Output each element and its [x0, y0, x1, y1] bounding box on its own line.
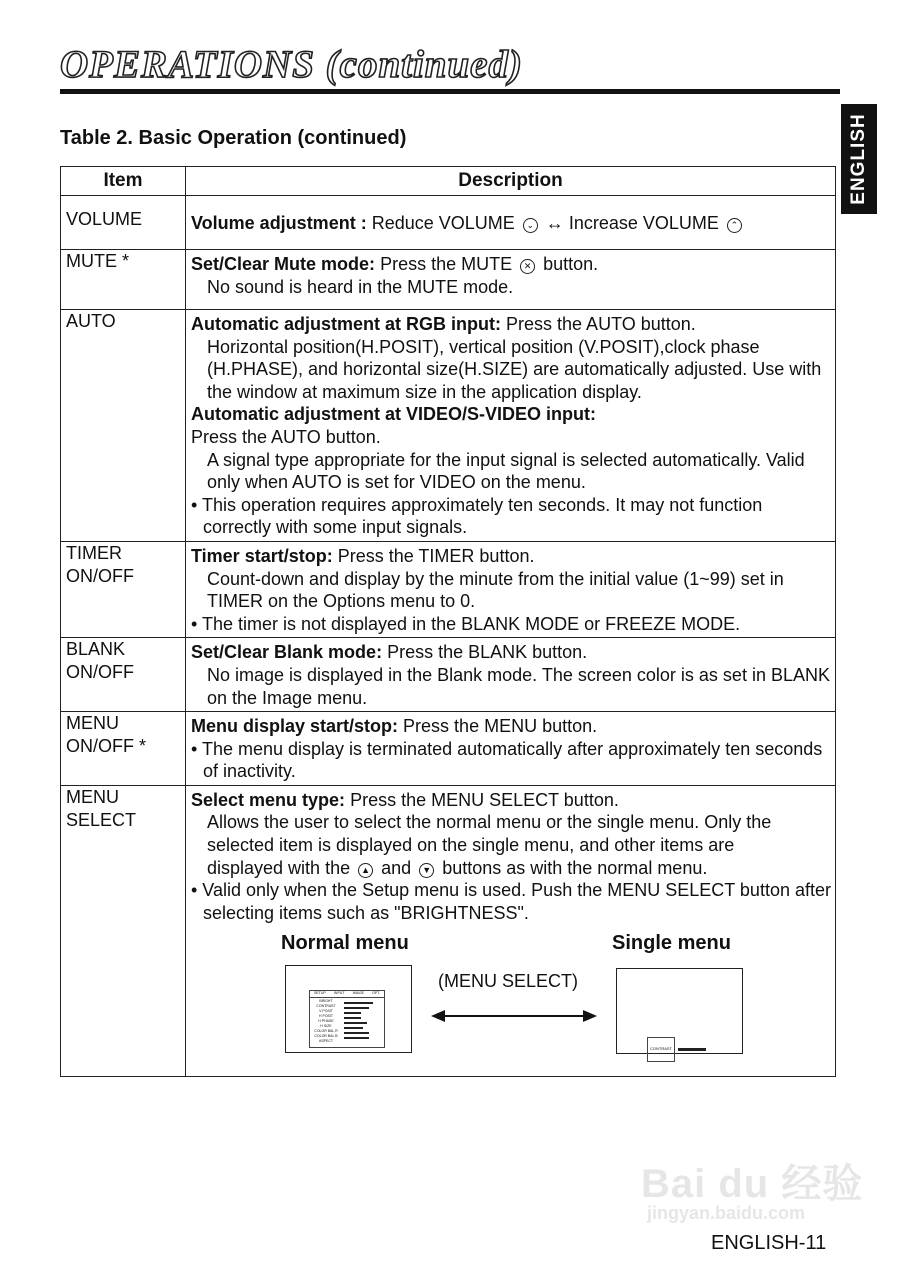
single-menu-screen — [616, 968, 743, 1054]
watermark: Bai du 经验 jingyan.baidu.com — [641, 1162, 864, 1223]
double-arrow-icon: ↔ — [545, 212, 564, 233]
desc-mute: Set/Clear Mute mode: Press the MUTE ✕ button. No sound is heard in the MUTE mode. — [186, 250, 836, 310]
single-menu-item: CONTRAST — [647, 1037, 706, 1062]
down-arrow-icon: ▼ — [419, 863, 434, 878]
desc-timer: Timer start/stop: Press the TIMER button. Count-down and display by the minute from the initial value (1~99) set in TIMER on the Options menu to 0. • The timer is not displayed in the BLANK MODE or FREEZE MODE. — [186, 541, 836, 637]
volume-down-icon: ⌄ — [523, 218, 538, 233]
normal-menu-label: Normal menu — [281, 932, 409, 955]
menu-select-arrow-icon — [431, 1009, 597, 1023]
row-menu — [61, 712, 836, 786]
desc-menu-select: Select menu type: Press the MENU SELECT button. Allows the user to select the normal menu or the single menu. Only the selected item is displayed on the single menu, and other items are displayed with the ▲ and ▼ buttons as with the normal menu. • Valid only when the Setup menu is used. Push the MENU SELECT button after selecting items such as "BRIGHTNESS". Normal menu Single menu (MENU SELECT) SETUP INPUT IMAGE OPT. BRIGHT CONTRAST V POSIT H POSIT H PHASE H SIZE COLOR BAL R COLOR BAL B ASPECT CONTRAST — [186, 785, 836, 1077]
mute-icon: ✕ — [520, 259, 535, 274]
desc-auto: Automatic adjustment at RGB input: Press the AUTO button. Horizontal position(H.POSIT), vertical position (V.POSIT),clock phase (H.PHASE), and horizontal size(H.SIZE) are automatically adjusted. Use with the window at maximum size in the application display. Automatic adjustment at VIDEO/S-VIDEO input: Press the AUTO button. A signal type appropriate for the input signal is selected automatically. Valid only when AUTO is set for VIDEO on the menu. • This operation requires approximately ten seconds. It may not function correctly with some input signals. — [186, 310, 836, 542]
col-desc-header: Description — [186, 167, 836, 196]
page-number: ENGLISH-11 — [711, 1232, 827, 1254]
row-auto — [61, 310, 836, 542]
row-mute — [61, 250, 836, 310]
table-caption: Table 2. Basic Operation (continued) — [60, 127, 407, 149]
row-blank — [61, 638, 836, 712]
title-rule — [60, 89, 840, 94]
operations-table — [60, 166, 836, 1077]
row-timer — [61, 541, 836, 637]
item-blank: BLANK ON/OFF — [61, 638, 186, 712]
single-menu-label: Single menu — [612, 932, 731, 955]
row-menu-select — [61, 785, 836, 1077]
up-arrow-icon: ▲ — [358, 863, 373, 878]
row-volume — [61, 196, 836, 250]
item-menu-select: MENU SELECT — [61, 785, 186, 1077]
item-auto: AUTO — [61, 310, 186, 542]
item-volume: VOLUME — [61, 196, 186, 250]
item-mute: MUTE * — [61, 250, 186, 310]
desc-menu: Menu display start/stop: Press the MENU button. • The menu display is terminated automatically after approximately ten seconds of inactivity. — [186, 712, 836, 786]
item-menu: MENU ON/OFF * — [61, 712, 186, 786]
menu-select-diagram — [191, 924, 831, 1074]
normal-menu-screen — [285, 965, 412, 1053]
col-item-header: Item — [61, 167, 186, 196]
language-tab — [841, 104, 877, 214]
item-timer: TIMER ON/OFF — [61, 541, 186, 637]
volume-up-icon: ⌃ — [727, 218, 742, 233]
desc-volume: Volume adjustment : Reduce VOLUME ⌄ ↔ Increase VOLUME ⌃ — [186, 196, 836, 250]
table-header-row — [61, 167, 836, 196]
page-title: OPERATIONS (continued) — [60, 43, 523, 86]
menu-select-arrow-label: (MENU SELECT) — [438, 971, 579, 992]
desc-blank: Set/Clear Blank mode: Press the BLANK button. No image is displayed in the Blank mode. The screen color is as set in BLANK on the Image menu. — [186, 638, 836, 712]
normal-menu-panel: SETUP INPUT IMAGE OPT. BRIGHT CONTRAST V POSIT H POSIT H PHASE H SIZE COLOR BAL R COLOR BAL B ASPECT — [309, 990, 385, 1048]
language-tab-label: ENGLISH — [848, 113, 869, 205]
